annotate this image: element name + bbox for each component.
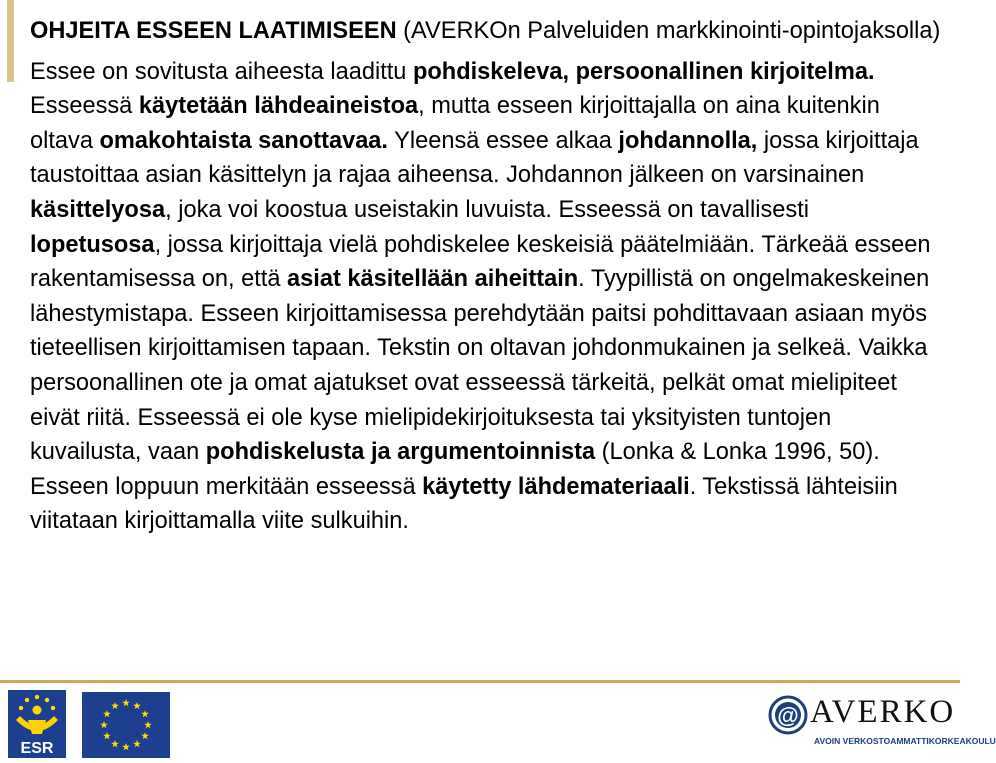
esr-people-stars-icon <box>8 690 66 758</box>
slide-content <box>30 14 945 539</box>
eu-flag-icon <box>82 692 170 758</box>
body-segment: , jossa kirjoittaja vielä pohdiskelee keskeisiä päätelmiään. Tärkeää esseen rakentamisessa on, että <box>30 231 931 293</box>
body-segment: Yleensä essee alkaa <box>388 127 619 154</box>
body-segment: . Tekstissä lähteisiin viitataan kirjoittamalla viite sulkuihin. <box>30 473 898 535</box>
body-segment: Esseessä <box>30 93 139 120</box>
body-segment-bold: käytetty lähdemateriaali <box>422 473 690 500</box>
slide-title <box>30 14 945 49</box>
averko-subtitle: AVOIN VERKOSTOAMMATTIKORKEAKOULU <box>814 736 996 746</box>
body-segment-bold: omakohtaista sanottavaa. <box>99 127 388 154</box>
body-segment-bold: lopetusosa <box>30 231 155 258</box>
footer-divider <box>0 680 960 683</box>
body-segment-bold: käsittelyosa <box>30 196 166 223</box>
esr-logo <box>8 690 66 758</box>
body-paragraph <box>30 55 945 539</box>
body-segment: Essee on sovitusta aiheesta laadittu <box>30 58 413 85</box>
title-bold-part: OHJEITA ESSEEN LAATIMISEEN <box>30 18 397 44</box>
averko-logo <box>768 690 996 758</box>
body-segment-bold: asiat käsitellään aiheittain <box>287 266 579 293</box>
body-segment-bold: käytetään lähdeaineistoa <box>138 93 419 120</box>
eu-flag-logo <box>82 692 170 758</box>
body-segment: jossa kirjoittaja taustoittaa asian käsittelyn ja rajaa aiheensa. Johdannon jälkeen on varsinainen <box>30 127 919 189</box>
body-segment-bold: pohdiskelusta ja argumentoinnista <box>205 439 596 466</box>
body-segment-bold: johdannolla, <box>618 127 758 154</box>
body-segment-bold: pohdiskeleva, persoonallinen kirjoitelma. <box>412 58 875 85</box>
averko-name: AVERKO <box>810 694 956 730</box>
body-segment: , joka voi koostua useistakin luvuista. Esseessä on tavallisesti <box>165 196 810 223</box>
body-segment: . Tyypillistä on ongelmakeskeinen lähestymistapa. Esseen kirjoittamisessa perehdytään paitsi pohdittavaan asiaan myös tieteellisen kirjoittamisen tapaan. Tekstin on oltavan johdonmukainen ja selkeä. Vaikka persoonallinen ote ja omat ajatukset ovat esseessä tärkeitä, pelkät omat mielipiteet eivät riitä. Esseessä ei ole kyse mielipidekirjoituksesta tai yksityisten tuntojen kuvailusta, vaan <box>30 266 930 466</box>
svg-text:@: @ <box>777 703 799 728</box>
decorative-side-bar <box>7 0 14 82</box>
body-segment: (Lonka & Lonka 1996, 50). Esseen loppuun merkitään esseessä <box>30 439 880 500</box>
averko-globe-at-icon <box>768 692 808 738</box>
title-rest: (AVERKOn Palveluiden markkinointi-opintojaksolla) <box>396 18 941 44</box>
body-segment: , mutta esseen kirjoittajalla on aina kuitenkin oltava <box>30 93 880 154</box>
esr-label: ESR <box>20 740 54 757</box>
